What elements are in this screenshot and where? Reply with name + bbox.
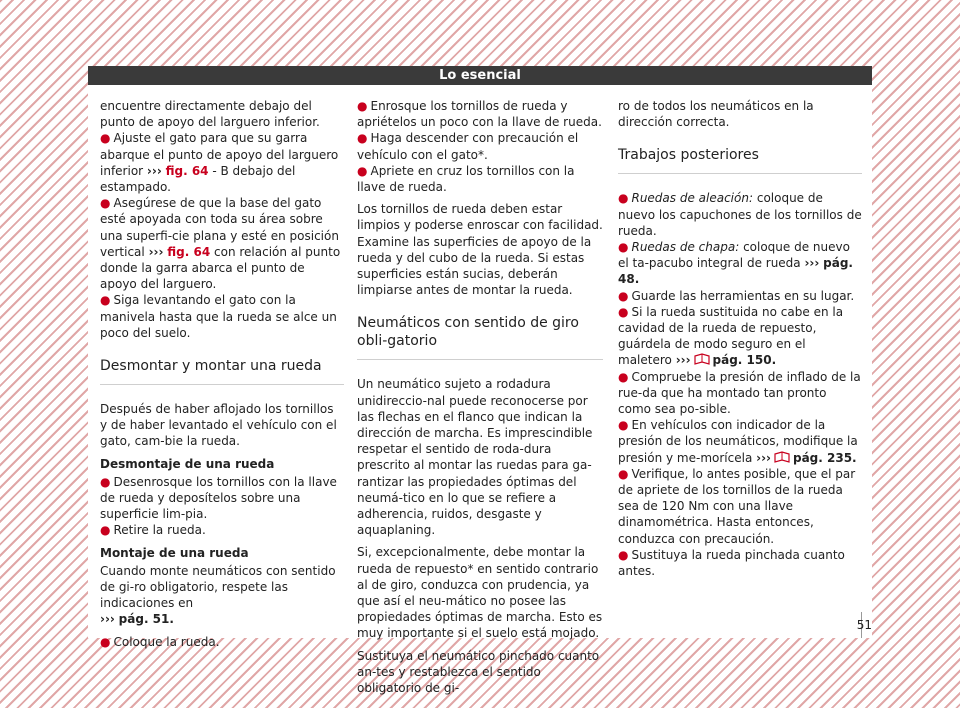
paragraph: Después de haber aflojado los tornillos y de haber levantado el vehículo con el gato, cam-bie la rueda. — [100, 402, 337, 449]
list-item: ● En vehículos con indicador de la presión de los neumáticos, modifique la presión y me-morícela ››› pág. 235. — [618, 418, 858, 465]
column-right — [618, 98, 862, 579]
bullet-icon: ● — [357, 131, 368, 146]
list-item: ● Verifique, lo antes posible, que el par de apriete de los tornillos de la rueda sea de 120 Nm con una llave dinamométrica. Hasta entonces, conduzca con precaución. — [618, 466, 856, 546]
section-heading: Desmontar y montar una rueda — [100, 353, 344, 385]
list-item: ● Siga levantando el gato con la manivela hasta que la rueda se alce un poco del suelo. — [100, 293, 337, 340]
list-item: ● Guarde las herramientas en su lugar. — [618, 288, 855, 303]
paragraph: Cuando monte neumáticos con sentido de gi-ro obligatorio, respete las indicaciones en ››› pág. 51. — [100, 563, 336, 627]
paragraph: Los tornillos de rueda deben estar limpios y poderse enroscar con facilidad. Examine las superficies de apoyo de la rueda y del cubo de la rueda. Si estas superficies están sucias, deberán limpiarse antes de montar la rueda. — [357, 202, 603, 298]
list-item: ● Sustituya la rueda pinchada cuanto antes. — [618, 547, 845, 579]
list-item: ● Apriete en cruz los tornillos con la llave de rueda. — [357, 163, 575, 195]
bullet-icon: ● — [100, 131, 111, 146]
book-reference-icon — [694, 353, 710, 365]
section-heading: Trabajos posteriores — [618, 142, 862, 174]
bullet-icon: ● — [357, 163, 368, 178]
paragraph: ro de todos los neumáticos en la dirección correcta. — [618, 99, 814, 130]
bullet-icon: ● — [618, 418, 629, 433]
bullet-icon: ● — [618, 191, 629, 206]
bullet-icon: ● — [618, 547, 629, 562]
bullet-icon: ● — [618, 240, 629, 255]
list-item: ● Ruedas de aleación: coloque de nuevo los capuchones de los tornillos de rueda. — [618, 191, 862, 238]
paragraph: Un neumático sujeto a rodadura unidireccio-nal puede reconocerse por las flechas en el flanco que indican la dirección de marcha. Es imprescindible respetar el sentido de roda-dura prescrito al montar las ruedas para ga-rantizar las propiedades óptimas del neumá-tico en lo que se refiere a adherencia, ruidos, desgaste y aquaplaning. — [357, 377, 593, 538]
bullet-icon: ● — [618, 466, 629, 481]
list-item: ● Si la rueda sustituida no cabe en la cavidad de la rueda de repuesto, guárdela de modo seguro en el maletero ››› pág. 150. — [618, 304, 844, 368]
list-item: ● Haga descender con precaución el vehículo con el gato*. — [357, 131, 579, 162]
bullet-icon: ● — [100, 293, 111, 308]
bullet-icon: ● — [100, 474, 111, 489]
bullet-icon: ● — [100, 523, 111, 538]
paragraph: Si, excepcionalmente, debe montar la rueda de repuesto* en sentido contrario al de giro, conduzca con prudencia, ya que así el neu-mático no posee las propiedades óptimas de marcha. Esto es muy importante si el suelo está mojado. — [357, 545, 603, 641]
bullet-icon: ● — [618, 304, 629, 319]
column-middle — [357, 98, 603, 702]
list-item: ● Enrosque los tornillos de rueda y apriételos un poco con la llave de rueda. — [357, 99, 602, 130]
list-item: ● Coloque la rueda. — [100, 634, 220, 649]
paragraph: Sustituya el neumático pinchado cuanto an-tes y restablezca el sentido obligatorio de gi- — [357, 648, 600, 696]
bullet-icon: ● — [357, 99, 368, 113]
page-link[interactable]: pág. 150. — [712, 353, 777, 368]
list-item: ● Desenrosque los tornillos con la llave de rueda y deposítelos sobre una superficie lim-pia. — [100, 474, 337, 522]
page-header: Lo esencial — [88, 66, 872, 85]
bullet-icon: ● — [618, 288, 629, 303]
section-heading: Neumáticos con sentido de giro obli-gatorio — [357, 310, 603, 360]
list-item: ● Retire la rueda. — [100, 523, 206, 538]
bullet-icon: ● — [100, 634, 111, 649]
subheading: Desmontaje de una rueda — [100, 456, 275, 471]
list-item: ● Compruebe la presión de inflado de la rue-da que ha montado tan pronto como sea po-sible. — [618, 369, 861, 417]
figure-link[interactable]: fig. 64 — [165, 163, 209, 178]
page-link[interactable]: pág. 48. — [618, 256, 853, 287]
book-reference-icon — [774, 451, 790, 463]
list-item: ● Ruedas de chapa: coloque de nuevo el ta-pacubo integral de rueda ››› pág. 48. — [618, 240, 853, 287]
column-left — [100, 98, 344, 656]
bullet-icon: ● — [618, 369, 629, 384]
list-item: ● Ajuste el gato para que su garra abarque el punto de apoyo del larguero inferior ››› fig. 64 - B debajo del estampado. — [100, 131, 339, 195]
list-item: ● Asegúrese de que la base del gato esté apoyada con toda su área sobre una superfi-cie plana y esté en posición vertical ››› fig. 64 con relación al punto donde la garra abarca el punto de apoyo del larguero. — [100, 196, 341, 292]
bullet-icon: ● — [100, 196, 111, 211]
subheading: Montaje de una rueda — [100, 545, 249, 560]
page-number: 51 — [856, 618, 872, 632]
figure-link[interactable]: fig. 64 — [167, 244, 211, 259]
page-link[interactable]: pág. 235. — [792, 450, 857, 465]
page-link[interactable]: pág. 51. — [118, 612, 174, 627]
paragraph: encuentre directamente debajo del punto de apoyo del larguero inferior. — [100, 99, 320, 130]
